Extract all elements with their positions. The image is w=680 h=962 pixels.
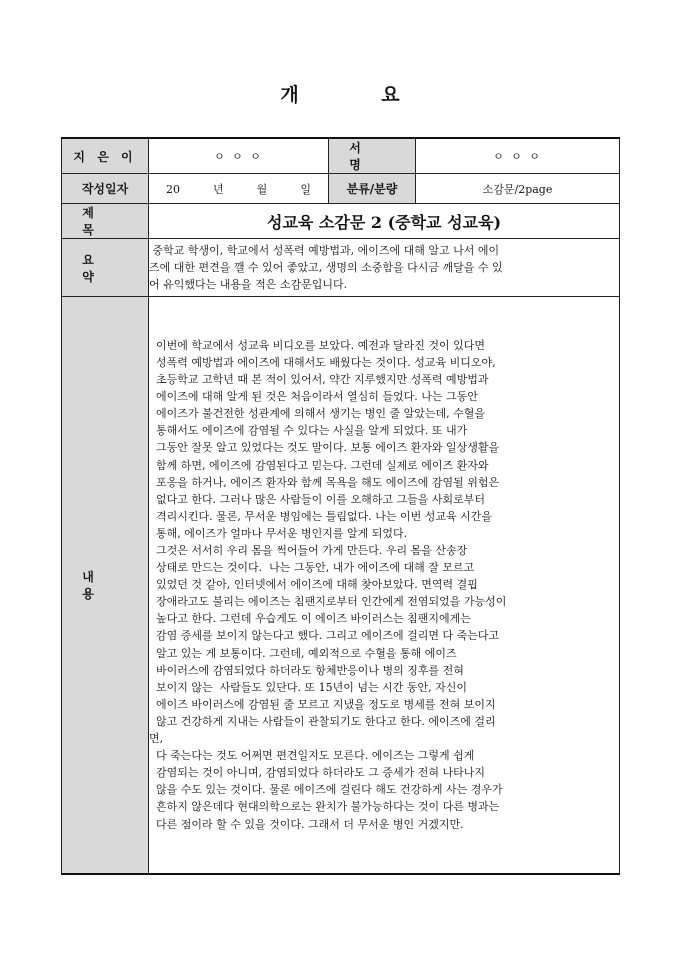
row-content [62, 297, 620, 874]
content-label: 내 용 [62, 297, 149, 874]
content-line: 에이즈에 대해 알게 된 것은 처음이라서 열심히 들었다. 나는 그동안 [149, 390, 478, 404]
date-year-unit: 년 [213, 182, 224, 196]
content-line: 보이지 않는 사람들도 있단다. 또 15년이 넘는 시간 동안, 자신이 [149, 680, 467, 694]
content-line: 흔하지 않은데다 현대의학으로는 완치가 불가능하다는 것이 다른 병과는 [149, 800, 500, 814]
summary-line: 중학교 학생이, 학교에서 성폭력 예방법과, 에이즈에 대해 알고 나서 에이 [149, 244, 500, 257]
content-line: 감염 증세를 보이지 않는다고 했다. 그리고 에이즈에 걸리면 다 죽는다고 [149, 629, 500, 643]
content-text [149, 297, 620, 874]
row-subject [62, 204, 620, 239]
content-line: 이번에 학교에서 성교육 비디오를 보았다. 예전과 달라진 것이 있다면 [149, 338, 485, 352]
content-line: 초등학교 고학년 때 본 적이 있어서, 약간 지루했지만 성폭력 예방법과 [149, 373, 489, 387]
content-line: 다 죽는다는 것도 어쩌면 편견일지도 모른다. 에이즈는 그렇게 쉽게 [149, 749, 475, 763]
date-month-unit: 월 [256, 182, 268, 196]
content-line: 감염되는 것이 아니며, 감염되었다 하더라도 그 증세가 전혀 나타나지 [149, 766, 485, 780]
content-line: 에이즈 바이러스에 감염된 줄 모르고 지냈을 정도로 병세를 전혀 보이지 [149, 697, 496, 711]
content-line: 있었던 것 같아, 인터넷에서 에이즈에 대해 찾아보았다. 면역력 결핍 [149, 578, 478, 592]
book-value: ㅇ ㅇ ㅇ [416, 138, 620, 174]
summary-line: 어 유익했다는 내용을 적은 소감문입니다. [149, 278, 348, 291]
content-line: 통해서도 에이즈에 감염될 수 있다는 사실을 알게 되었다. 또 내가 [149, 424, 468, 438]
content-line: 없다고 한다. 그러나 많은 사람들이 이를 오해하고 그들을 사회로부터 [149, 492, 485, 506]
summary-label: 요 약 [62, 239, 149, 297]
date-year: 20 [166, 182, 181, 196]
content-line: 높다고 한다. 그런데 우습게도 이 에이즈 바이러스는 침팬지에게는 [149, 612, 471, 626]
book-label: 서 명 [329, 138, 416, 174]
content-line: 면, [149, 732, 164, 746]
subject-label: 제 목 [62, 204, 149, 239]
content-line: 그것은 서서히 우리 몸을 썩어들어 가게 만든다. 우리 몸을 산송장 [149, 544, 468, 558]
date-day-unit: 일 [300, 182, 311, 196]
content-line: 격리시킨다. 물론, 무서운 병임에는 틀림없다. 나는 이번 성교육 시간을 [149, 509, 492, 523]
date-value [149, 174, 329, 204]
content-line: 성폭력 예방법과 에이즈에 대해서도 배웠다는 것이다. 성교육 비디오야, [149, 355, 496, 369]
row-summary [62, 239, 620, 297]
summary-table [61, 137, 620, 875]
content-line: 다른 점이라 할 수 있을 것이다. 그래서 더 무서운 병인 거겠지만. [149, 817, 464, 831]
summary-text [149, 239, 620, 297]
content-line: 않고 건강하게 지내는 사람들이 관찰되기도 한다고 한다. 에이즈에 걸리 [149, 714, 496, 728]
content-line: 함께 하면, 에이즈에 감염된다고 믿는다. 그런데 실제로 에이즈 환자와 [149, 458, 489, 472]
date-label: 작성일자 [62, 174, 149, 204]
category-value: 소감문/2page [416, 174, 620, 204]
content-line: 통해, 에이즈가 얼마나 무서운 병인지를 알게 되었다. [149, 526, 408, 540]
row-author [62, 138, 620, 174]
content-line: 바이러스에 감염되었다 하더라도 항체반응이나 병의 징후를 전혀 [149, 663, 464, 677]
content-line: 장애라고도 불리는 에이즈는 침팬지로부터 인간에게 전염되었을 가능성이 [149, 595, 507, 609]
content-line: 그동안 잘못 알고 있었다는 것도 말이다. 보통 에이즈 환자와 일상생활을 [149, 441, 500, 455]
content-line: 에이즈가 불건전한 성관계에 의해서 생기는 병인 줄 알았는데, 수혈을 [149, 407, 485, 421]
summary-line: 즈에 대한 편견을 깰 수 있어 좋았고, 생명의 소중함을 다시금 깨달을 수 있 [149, 261, 503, 274]
row-date [62, 174, 620, 204]
author-label: 지 은 이 [62, 138, 149, 174]
content-line: 상태로 만드는 것이다. 나는 그동안, 내가 에이즈에 대해 잘 모르고 [149, 561, 475, 575]
content-line: 않을 수도 있는 것이다. 물론 에이즈에 걸린다 해도 건강하게 사는 경우가 [149, 783, 503, 797]
category-label: 분류/분량 [329, 174, 416, 204]
content-line: 알고 있는 게 보통이다. 그런데, 예외적으로 수혈을 통해 에이즈 [149, 646, 457, 660]
content-line: 포옹을 하거나, 에이즈 환자와 함께 목욕을 해도 에이즈에 감염될 위험은 [149, 475, 500, 489]
page-title: 개 요 [280, 84, 438, 106]
author-value: ㅇ ㅇ ㅇ [149, 138, 329, 174]
subject-value: 성교육 소감문 2 (중학교 성교육) [149, 204, 620, 239]
